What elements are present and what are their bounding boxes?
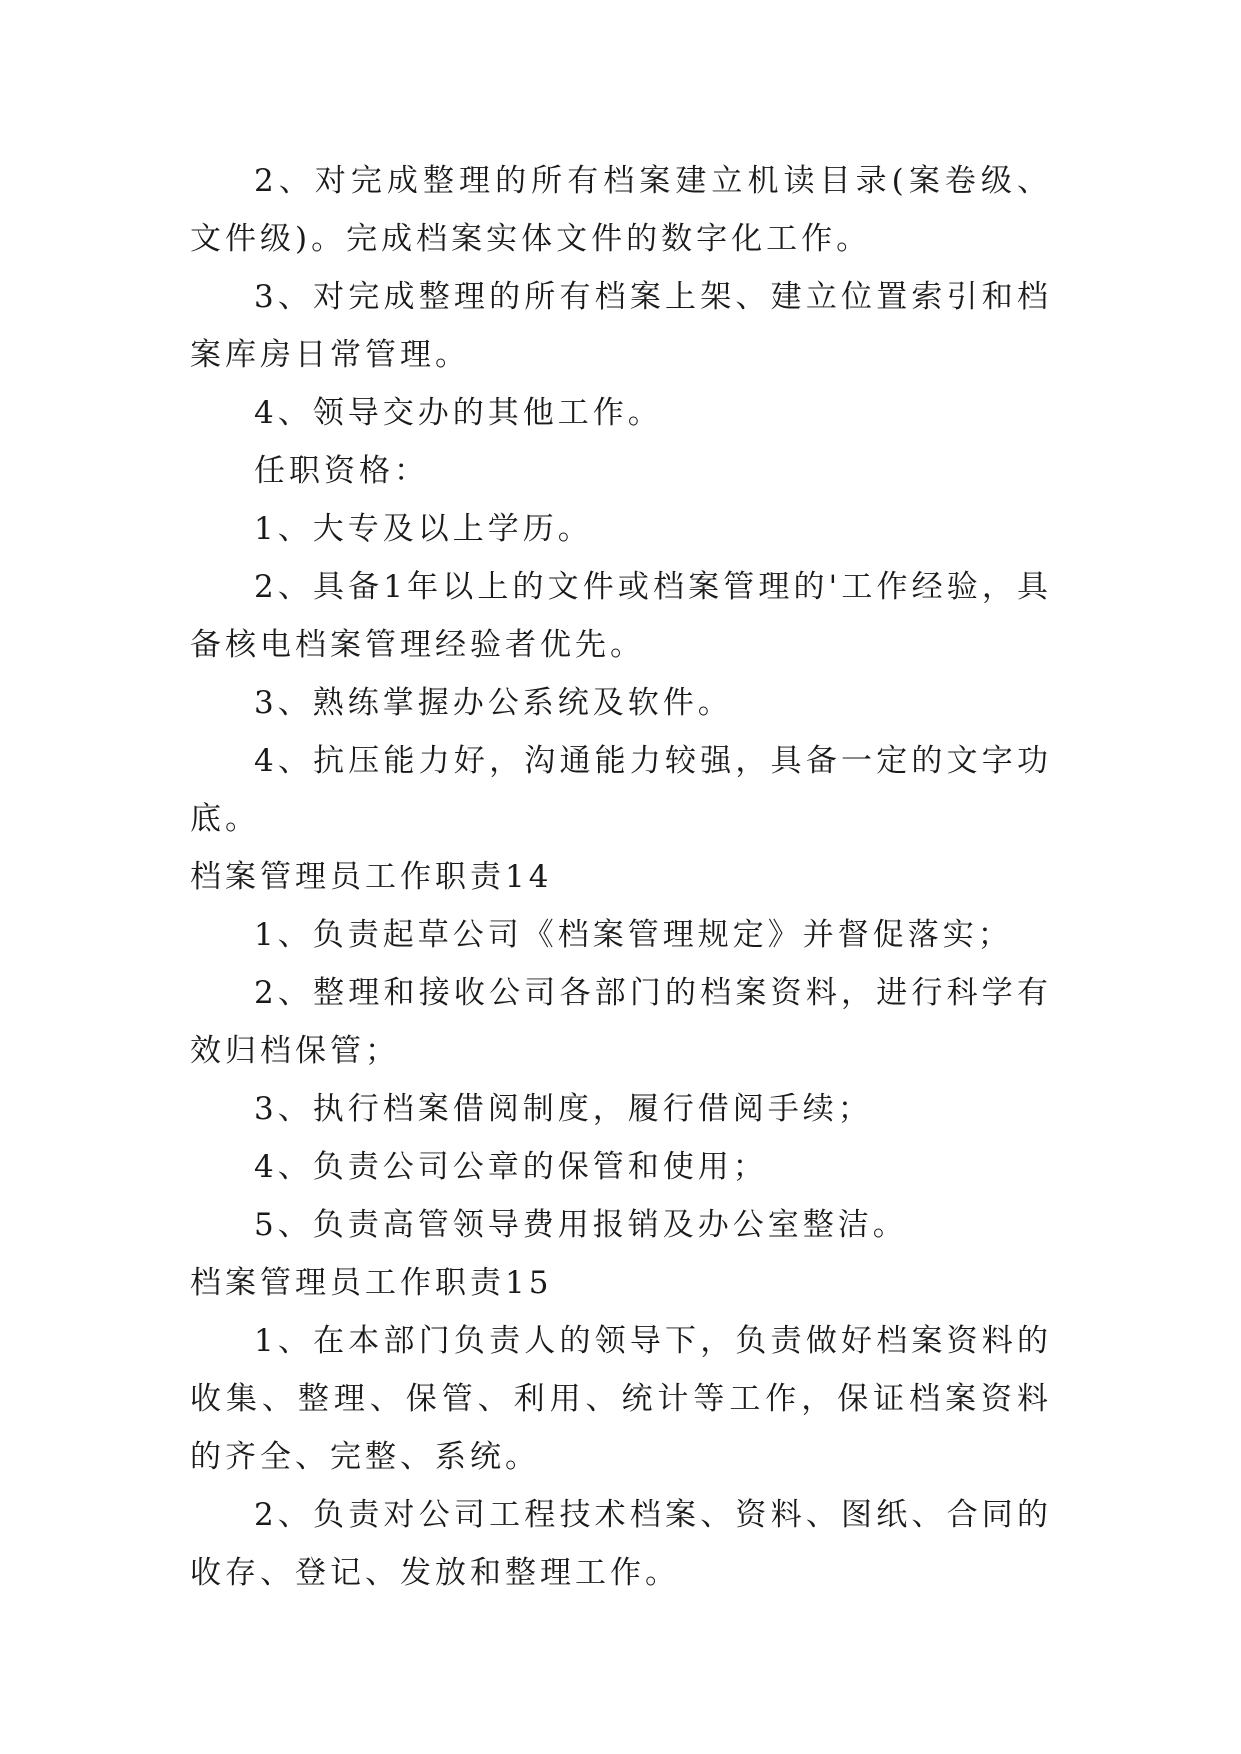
paragraph: 4、负责公司公章的保管和使用； [254,1149,768,1185]
section-label: 任职资格： [254,453,429,489]
paragraph: 2、具备1年以上的文件或档案管理的'工作经验，具备核电档案管理经验者优先。 [190,569,1052,663]
section-heading: 档案管理员工作职责15 [190,1265,553,1301]
paragraph: 3、熟练掌握办公系统及软件。 [254,685,733,721]
paragraph: 2、负责对公司工程技术档案、资料、图纸、合同的收存、登记、发放和整理工作。 [190,1497,1052,1591]
paragraph: 1、在本部门负责人的领导下，负责做好档案资料的收集、整理、保管、利用、统计等工作，保证档案资料的齐全、完整、系统。 [190,1323,1052,1475]
paragraph: 5、负责高管领导费用报销及办公室整洁。 [254,1207,908,1243]
document-body [190,152,1052,1602]
paragraph: 1、大专及以上学历。 [254,511,593,547]
paragraph: 4、抗压能力好，沟通能力较强，具备一定的文字功底。 [190,743,1052,837]
paragraph: 3、执行档案借阅制度，履行借阅手续； [254,1091,873,1127]
section-heading: 档案管理员工作职责14 [190,859,553,895]
paragraph: 1、负责起草公司《档案管理规定》并督促落实； [254,917,1013,953]
paragraph: 2、对完成整理的所有档案建立机读目录(案卷级、文件级)。完成档案实体文件的数字化工作。 [190,163,1052,257]
paragraph: 2、整理和接收公司各部门的档案资料，进行科学有效归档保管； [190,975,1052,1069]
paragraph: 3、对完成整理的所有档案上架、建立位置索引和档案库房日常管理。 [190,279,1052,373]
paragraph: 4、领导交办的其他工作。 [254,395,663,431]
